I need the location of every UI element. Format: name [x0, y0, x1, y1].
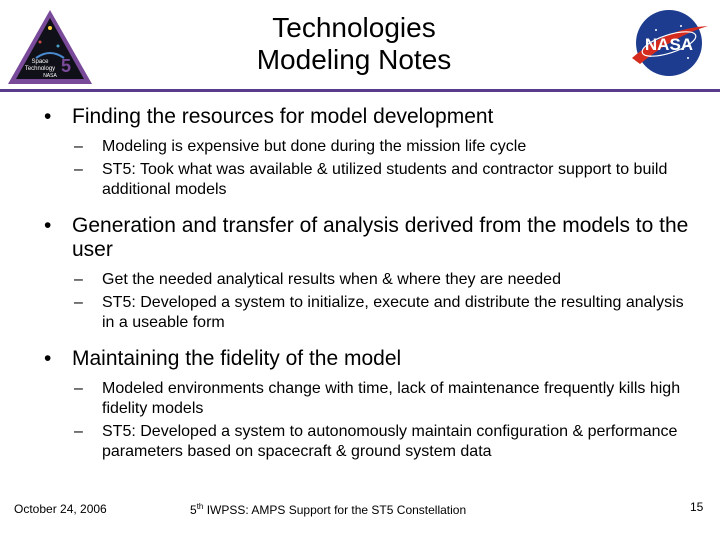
- footer-conf-title: IWPSS: AMPS Support for the ST5 Constellation: [203, 503, 467, 517]
- footer-conf-ordinal: th: [196, 502, 204, 511]
- bullet-level2: [0, 379, 720, 419]
- dash-marker: –: [74, 271, 83, 288]
- section-analysis-transfer: [0, 214, 720, 333]
- sub-bullets: [0, 137, 720, 200]
- st5-mission-logo: [6, 8, 94, 86]
- bullet-text: Modeled environments change with time, lack of maintenance frequently kills high fidelity models: [102, 380, 681, 417]
- footer-conference: [190, 502, 466, 517]
- bullet-text: Modeling is expensive but done during the mission life cycle: [102, 138, 527, 155]
- bullet-level1: [0, 214, 720, 262]
- dash-marker: –: [74, 161, 83, 178]
- st5-logo-nasa-text: NASA: [43, 73, 57, 79]
- footer-date: October 24, 2006: [14, 502, 107, 516]
- bullet-level2: [0, 422, 720, 462]
- page-number: 15: [690, 500, 704, 514]
- bullet-text: Get the needed analytical results when & where they are needed: [102, 271, 561, 288]
- sub-bullets: [0, 379, 720, 462]
- slide-title-line2: Modeling Notes: [256, 44, 452, 75]
- bullet-text: Finding the resources for model development: [72, 105, 494, 128]
- slide-title: [150, 12, 558, 76]
- footer-conf-number: 5: [190, 503, 197, 517]
- st5-logo-space-text: Space: [31, 59, 49, 65]
- bullet-marker: •: [44, 347, 52, 370]
- bullet-level2: [0, 160, 720, 200]
- bullet-marker: •: [44, 214, 52, 237]
- bullet-text: Generation and transfer of analysis derived from the models to the user: [72, 214, 689, 261]
- bullet-level1: [0, 105, 720, 129]
- slide-body: [0, 105, 720, 476]
- bullet-text: Maintaining the fidelity of the model: [72, 347, 402, 370]
- dash-marker: –: [74, 423, 83, 440]
- bullet-text: ST5: Took what was available & utilized students and contractor support to build additional models: [102, 161, 668, 198]
- sub-bullets: [0, 270, 720, 333]
- nasa-logo-text: NASA: [644, 35, 694, 54]
- bullet-level1: [0, 347, 720, 371]
- bullet-level2: [0, 293, 720, 333]
- st5-logo-number: 5: [60, 56, 72, 76]
- nasa-meatball-logo: [626, 6, 712, 80]
- header-rule: [0, 89, 720, 92]
- section-model-fidelity: [0, 347, 720, 462]
- st5-logo-technology-text: Technology: [24, 66, 56, 72]
- dash-marker: –: [74, 294, 83, 311]
- bullet-level2: [0, 137, 720, 157]
- dash-marker: –: [74, 380, 83, 397]
- bullet-text: ST5: Developed a system to autonomously maintain configuration & performance parameters based on spacecraft & ground system data: [102, 423, 678, 460]
- section-resources: [0, 105, 720, 200]
- bullet-level2: [0, 270, 720, 290]
- slide-title-line1: Technologies: [272, 12, 436, 43]
- bullet-marker: •: [44, 105, 52, 128]
- dash-marker: –: [74, 138, 83, 155]
- bullet-text: ST5: Developed a system to initialize, execute and distribute the resulting analysis in a useable form: [102, 294, 684, 331]
